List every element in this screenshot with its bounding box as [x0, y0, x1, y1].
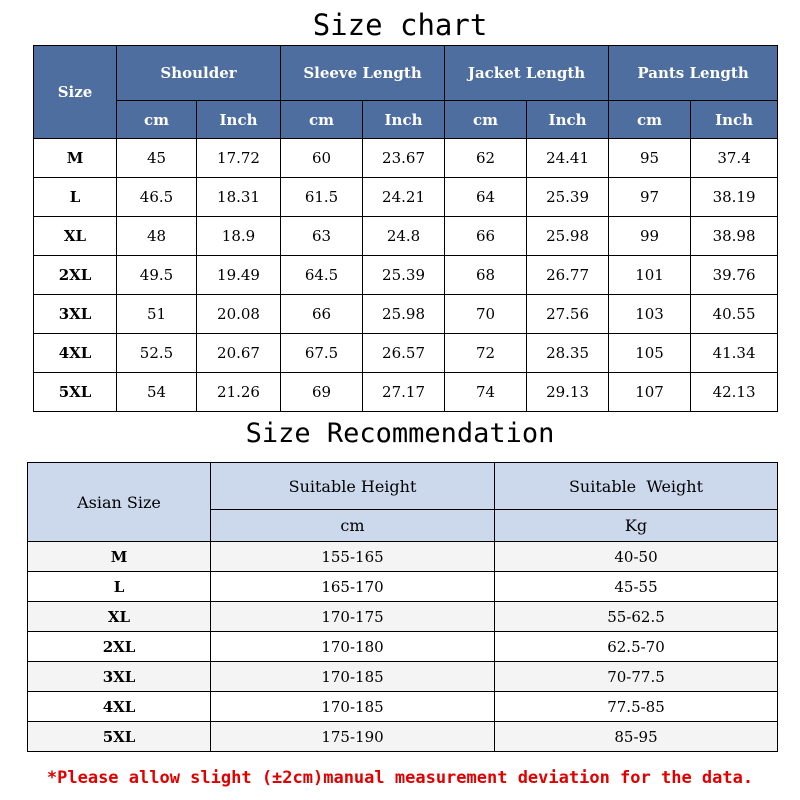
unit-header: Inch: [691, 101, 778, 139]
value-cell: 175-190: [211, 722, 495, 752]
value-cell: 170-185: [211, 692, 495, 722]
sleeve-length-header: Sleeve Length: [281, 46, 445, 101]
value-cell: 48: [117, 217, 197, 256]
unit-header: cm: [117, 101, 197, 139]
table-row: [34, 256, 778, 295]
measurement-note: *Please allow slight (±2cm)manual measurement deviation for the data.: [46, 768, 754, 788]
value-cell: 49.5: [117, 256, 197, 295]
value-cell: 170-175: [211, 602, 495, 632]
value-cell: 62: [445, 139, 527, 178]
asian-size-header: Asian Size: [28, 463, 211, 542]
size-cell: XL: [34, 217, 117, 256]
value-cell: 72: [445, 334, 527, 373]
table-row: [34, 334, 778, 373]
pants-length-header: Pants Length: [609, 46, 778, 101]
value-cell: 38.98: [691, 217, 778, 256]
value-cell: 24.8: [363, 217, 445, 256]
value-cell: 55-62.5: [495, 602, 778, 632]
value-cell: 29.13: [527, 373, 609, 412]
value-cell: 54: [117, 373, 197, 412]
size-cell: M: [34, 139, 117, 178]
value-cell: 67.5: [281, 334, 363, 373]
size-cell: 2XL: [28, 632, 211, 662]
size-chart-table: [33, 45, 778, 412]
value-cell: 17.72: [197, 139, 281, 178]
value-cell: 19.49: [197, 256, 281, 295]
size-cell: M: [28, 542, 211, 572]
value-cell: 99: [609, 217, 691, 256]
table-row: [28, 572, 778, 602]
value-cell: 66: [281, 295, 363, 334]
size-cell: 3XL: [28, 662, 211, 692]
value-cell: 52.5: [117, 334, 197, 373]
value-cell: 170-180: [211, 632, 495, 662]
value-cell: 45-55: [495, 572, 778, 602]
size-header: Size: [34, 46, 117, 139]
value-cell: 105: [609, 334, 691, 373]
table-row: [34, 178, 778, 217]
size-cell: 5XL: [28, 722, 211, 752]
value-cell: 61.5: [281, 178, 363, 217]
value-cell: 26.77: [527, 256, 609, 295]
value-cell: 46.5: [117, 178, 197, 217]
value-cell: 18.31: [197, 178, 281, 217]
table-row: [28, 632, 778, 662]
table-row: [34, 139, 778, 178]
value-cell: 62.5-70: [495, 632, 778, 662]
size-cell: L: [34, 178, 117, 217]
value-cell: 25.98: [363, 295, 445, 334]
unit-header: Inch: [363, 101, 445, 139]
value-cell: 74: [445, 373, 527, 412]
value-cell: 64.5: [281, 256, 363, 295]
value-cell: 21.26: [197, 373, 281, 412]
value-cell: 107: [609, 373, 691, 412]
value-cell: 70: [445, 295, 527, 334]
value-cell: 70-77.5: [495, 662, 778, 692]
value-cell: 28.35: [527, 334, 609, 373]
value-cell: 95: [609, 139, 691, 178]
value-cell: 66: [445, 217, 527, 256]
value-cell: 24.21: [363, 178, 445, 217]
value-cell: 101: [609, 256, 691, 295]
value-cell: 41.34: [691, 334, 778, 373]
size-cell: L: [28, 572, 211, 602]
unit-header: cm: [609, 101, 691, 139]
value-cell: 27.56: [527, 295, 609, 334]
value-cell: 40.55: [691, 295, 778, 334]
value-cell: 20.08: [197, 295, 281, 334]
value-cell: 39.76: [691, 256, 778, 295]
size-chart-body: [34, 139, 778, 412]
table-row: [28, 602, 778, 632]
value-cell: 85-95: [495, 722, 778, 752]
size-cell: 2XL: [34, 256, 117, 295]
value-cell: 38.19: [691, 178, 778, 217]
value-cell: 165-170: [211, 572, 495, 602]
unit-header: Inch: [197, 101, 281, 139]
value-cell: 27.17: [363, 373, 445, 412]
value-cell: 40-50: [495, 542, 778, 572]
weight-unit-header: Kg: [495, 510, 778, 542]
value-cell: 25.39: [527, 178, 609, 217]
value-cell: 25.39: [363, 256, 445, 295]
unit-header: Inch: [527, 101, 609, 139]
value-cell: 60: [281, 139, 363, 178]
table-row: [34, 373, 778, 412]
size-recommendation-body: [28, 542, 778, 752]
size-chart-title: Size chart: [312, 8, 488, 42]
unit-header: cm: [281, 101, 363, 139]
value-cell: 68: [445, 256, 527, 295]
size-cell: 5XL: [34, 373, 117, 412]
size-cell: 4XL: [34, 334, 117, 373]
value-cell: 37.4: [691, 139, 778, 178]
value-cell: 63: [281, 217, 363, 256]
value-cell: 20.67: [197, 334, 281, 373]
height-unit-header: cm: [211, 510, 495, 542]
size-cell: 3XL: [34, 295, 117, 334]
value-cell: 64: [445, 178, 527, 217]
value-cell: 77.5-85: [495, 692, 778, 722]
value-cell: 170-185: [211, 662, 495, 692]
value-cell: 155-165: [211, 542, 495, 572]
size-cell: XL: [28, 602, 211, 632]
value-cell: 69: [281, 373, 363, 412]
table-row: [34, 217, 778, 256]
value-cell: 51: [117, 295, 197, 334]
jacket-length-header: Jacket Length: [445, 46, 609, 101]
value-cell: 26.57: [363, 334, 445, 373]
table-row: [28, 722, 778, 752]
value-cell: 25.98: [527, 217, 609, 256]
shoulder-header: Shoulder: [117, 46, 281, 101]
value-cell: 24.41: [527, 139, 609, 178]
value-cell: 97: [609, 178, 691, 217]
size-recommendation-title: Size Recommendation: [245, 418, 555, 449]
unit-header: cm: [445, 101, 527, 139]
value-cell: 23.67: [363, 139, 445, 178]
value-cell: 18.9: [197, 217, 281, 256]
table-row: [28, 692, 778, 722]
value-cell: 42.13: [691, 373, 778, 412]
value-cell: 103: [609, 295, 691, 334]
suitable-height-header: Suitable Height: [211, 463, 495, 510]
table-row: [34, 295, 778, 334]
table-row: [28, 662, 778, 692]
size-cell: 4XL: [28, 692, 211, 722]
size-recommendation-table: [27, 462, 778, 752]
suitable-weight-header: Suitable Weight: [495, 463, 778, 510]
table-row: [28, 542, 778, 572]
value-cell: 45: [117, 139, 197, 178]
